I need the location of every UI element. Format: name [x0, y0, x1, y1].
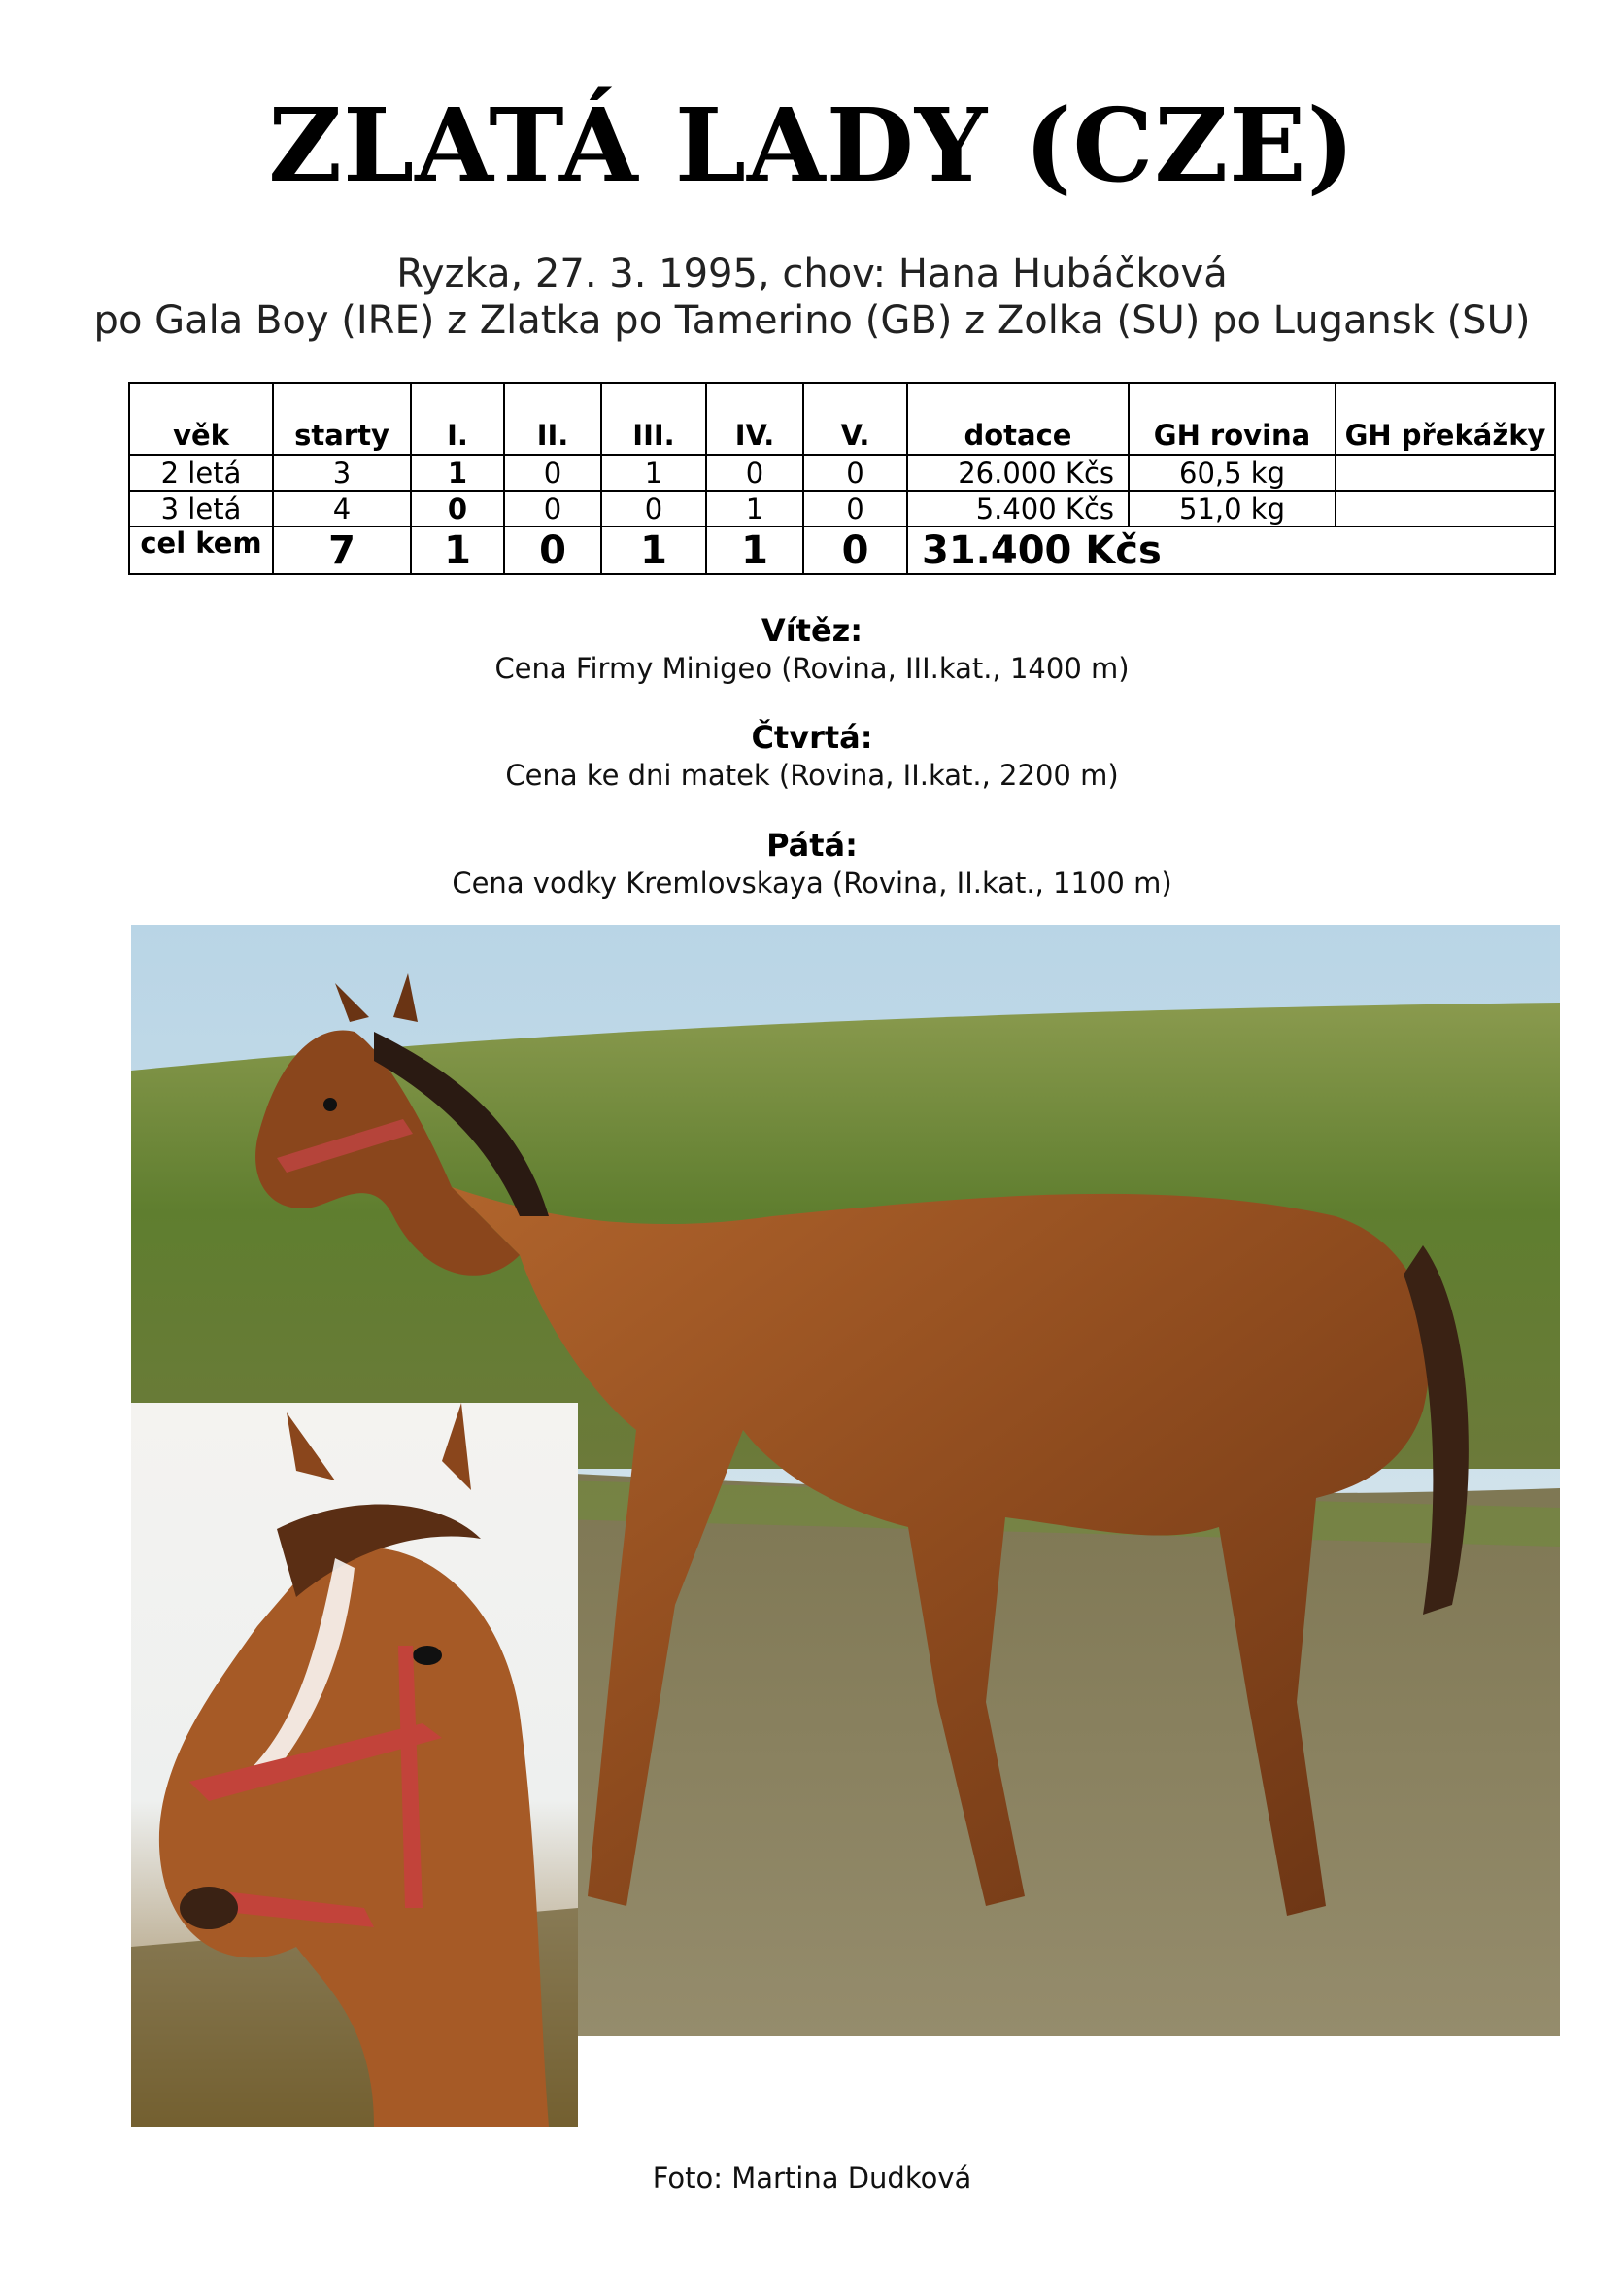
cell-first: 1 — [411, 455, 504, 491]
horse-pedigree: po Gala Boy (IRE) z Zlatka po Tamerino (GB) z Zolka (SU) po Lugansk (SU) — [93, 298, 1531, 343]
horse-head-portrait-photo — [131, 1403, 578, 2127]
result-heading-fifth: Pátá: — [766, 827, 858, 864]
cell-starts: 3 — [273, 455, 411, 491]
cell-third: 0 — [601, 491, 706, 527]
total-third: 1 — [601, 527, 706, 574]
total-second: 0 — [504, 527, 601, 574]
table-row — [129, 491, 1555, 527]
result-race-winner: Cena Firmy Minigeo (Rovina, III.kat., 1400 m) — [494, 652, 1130, 685]
cell-money: 26.000 Kčs — [907, 455, 1129, 491]
total-first: 1 — [411, 527, 504, 574]
result-race-fifth: Cena vodky Kremlovskaya (Rovina, II.kat., 1100 m) — [452, 867, 1172, 900]
header-second: II. — [504, 383, 601, 455]
header-fifth: V. — [803, 383, 907, 455]
cell-starts: 4 — [273, 491, 411, 527]
total-starts: 7 — [273, 527, 411, 574]
cell-age: 2 letá — [129, 455, 273, 491]
cell-fifth: 0 — [803, 491, 907, 527]
cell-age: 3 letá — [129, 491, 273, 527]
cell-fifth: 0 — [803, 455, 907, 491]
photo-credit: Foto: Martina Dudková — [652, 2161, 972, 2195]
cell-fourth: 1 — [706, 491, 803, 527]
cell-fourth: 0 — [706, 455, 803, 491]
cell-first: 0 — [411, 491, 504, 527]
cell-money: 5.400 Kčs — [907, 491, 1129, 527]
cell-gh-jump — [1336, 455, 1555, 491]
result-heading-fourth: Čtvrtá: — [751, 719, 873, 756]
header-money: dotace — [907, 383, 1129, 455]
horse-details: Ryzka, 27. 3. 1995, chov: Hana Hubáčková — [396, 252, 1228, 296]
cell-second: 0 — [504, 491, 601, 527]
header-third: III. — [601, 383, 706, 455]
table-header-row — [129, 383, 1555, 455]
total-fourth: 1 — [706, 527, 803, 574]
total-label: cel kem — [129, 527, 273, 574]
cell-third: 1 — [601, 455, 706, 491]
header-gh-jump: GH překážky — [1336, 383, 1555, 455]
header-first: I. — [411, 383, 504, 455]
header-starts: starty — [273, 383, 411, 455]
table-total-row — [129, 527, 1555, 574]
page-title: ZLATÁ LADY (CZE) — [268, 85, 1356, 205]
header-fourth: IV. — [706, 383, 803, 455]
result-race-fourth: Cena ke dni matek (Rovina, II.kat., 2200 m) — [505, 759, 1119, 792]
total-fifth: 0 — [803, 527, 907, 574]
cell-gh-flat: 51,0 kg — [1129, 491, 1336, 527]
cell-gh-jump — [1336, 491, 1555, 527]
header-age: věk — [129, 383, 273, 455]
cell-second: 0 — [504, 455, 601, 491]
cell-gh-flat: 60,5 kg — [1129, 455, 1336, 491]
race-statistics-table — [128, 382, 1556, 575]
total-money: 31.400 Kčs — [907, 527, 1555, 574]
table-row — [129, 455, 1555, 491]
header-gh-flat: GH rovina — [1129, 383, 1336, 455]
result-heading-winner: Vítěz: — [761, 612, 863, 649]
